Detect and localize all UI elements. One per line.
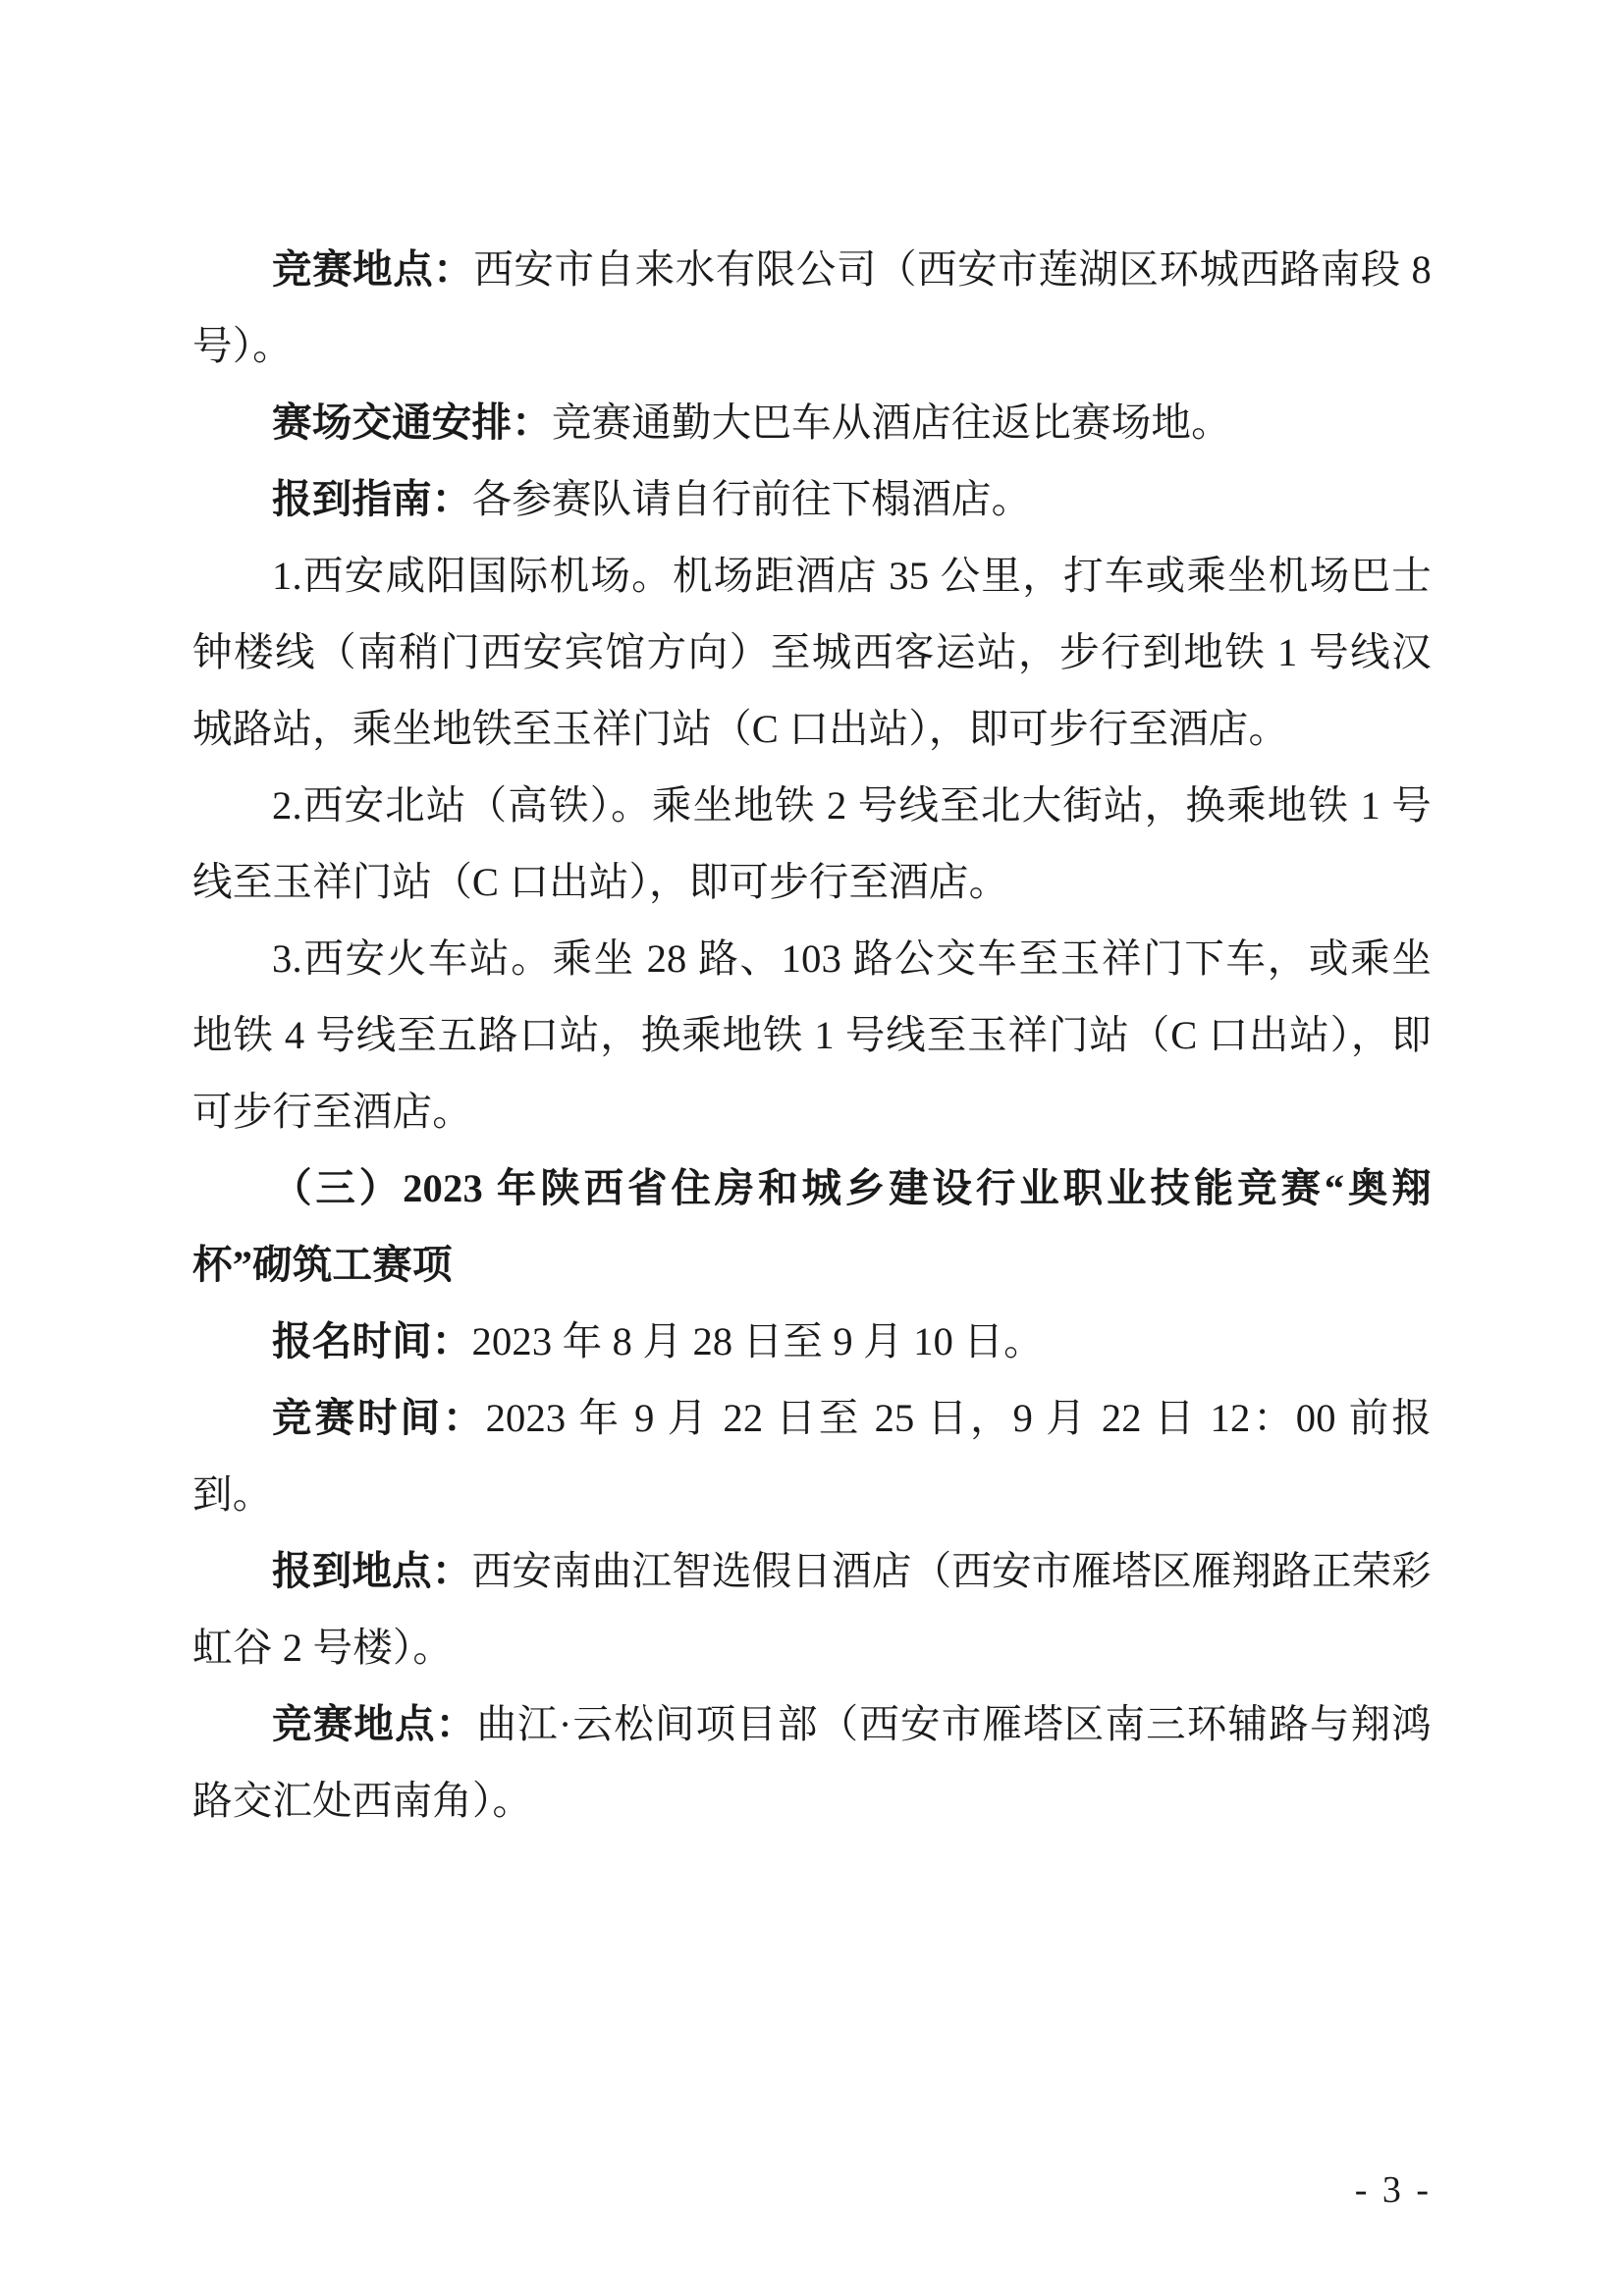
paragraph-label-competition-place: 竞赛地点：: [272, 1702, 477, 1746]
paragraph-label-checkin-guide: 报到指南：: [272, 477, 472, 521]
paragraph-label-venue: 竞赛地点：: [272, 247, 474, 292]
paragraph-venue: [192, 232, 1432, 385]
paragraph-route-north-station: [192, 768, 1432, 921]
section-heading: （三）2023 年陕西省住房和城乡建设行业职业技能竞赛“奥翔杯”砌筑工赛项: [192, 1166, 1432, 1287]
paragraph-transport: [192, 385, 1432, 461]
paragraph-label-transport: 赛场交通安排：: [272, 400, 552, 445]
paragraph-text-route-airport: 1.西安咸阳国际机场。机场距酒店 35 公里，打车或乘坐机场巴士钟楼线（南稍门西安宾馆方向）至城西客运站，步行到地铁 1 号线汉城路站，乘坐地铁至玉祥门站（C 口出站），即可步行至酒店。: [192, 554, 1432, 751]
paragraph-checkin-place: [192, 1533, 1432, 1686]
paragraph-text-venue: 西安市自来水有限公司（西安市莲湖区环城西路南段 8 号）。: [192, 247, 1433, 368]
paragraph-label-signup-time: 报名时间：: [272, 1319, 472, 1363]
paragraph-label-checkin-place: 报到地点：: [272, 1549, 472, 1593]
paragraph-text-route-train-station: 3.西安火车站。乘坐 28 路、103 路公交车至玉祥门下车，或乘坐地铁 4 号线至五路口站，换乘地铁 1 号线至玉祥门站（C 口出站），即可步行至酒店。: [192, 936, 1432, 1134]
paragraph-text-signup-time: 2023 年 8 月 28 日至 9 月 10 日。: [471, 1319, 1044, 1363]
paragraph-text-route-north-station: 2.西安北站（高铁）。乘坐地铁 2 号线至北大街站，换乘地铁 1 号线至玉祥门站（C 口出站），即可步行至酒店。: [192, 783, 1432, 904]
paragraph-competition-time: [192, 1380, 1432, 1533]
paragraph-text-checkin-place: 西安南曲江智选假日酒店（西安市雁塔区雁翔路正荣彩虹谷 2 号楼）。: [192, 1549, 1432, 1670]
paragraph-checkin-guide: [192, 461, 1432, 538]
paragraph-label-competition-time: 竞赛时间：: [272, 1396, 486, 1440]
paragraph-text-transport: 竞赛通勤大巴车从酒店往返比赛场地。: [551, 400, 1231, 445]
paragraph-signup-time: [192, 1304, 1432, 1380]
paragraph-competition-place: [192, 1686, 1432, 1840]
page-number: - 3 -: [1354, 2169, 1432, 2211]
paragraph-text-competition-place: 曲江·云松间项目部（西安市雁塔区南三环辅路与翔鸿路交汇处西南角）。: [192, 1702, 1432, 1823]
document-body: [192, 232, 1432, 1840]
paragraph-route-train-station: [192, 921, 1432, 1150]
paragraph-text-competition-time: 2023 年 9 月 22 日至 25 日，9 月 22 日 12：00 前报到。: [192, 1396, 1432, 1517]
paragraph-route-airport: [192, 538, 1432, 768]
paragraph-text-checkin-guide: 各参赛队请自行前往下榻酒店。: [471, 477, 1032, 521]
